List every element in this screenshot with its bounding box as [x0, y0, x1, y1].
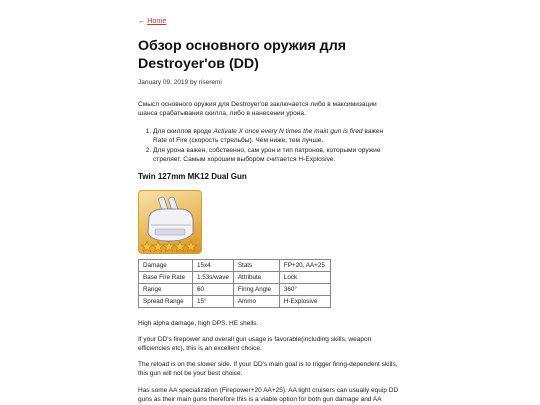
breadcrumb — [138, 16, 166, 25]
author-name: riseremi — [198, 79, 222, 86]
gun-image — [138, 190, 202, 254]
description-paragraph: Has some AA specialization (Firepower+20 AA+25). AA light cruisers can usually equip DD guns as their main guns therefore this is a viable option for both gun damage and AA — [138, 387, 399, 403]
table-row — [139, 260, 331, 272]
list-item — [153, 127, 398, 145]
table-cell: Range — [139, 284, 193, 296]
post-meta — [138, 79, 222, 86]
table-cell: 15° — [193, 296, 234, 308]
home-link[interactable]: Home — [147, 16, 167, 25]
table-row — [139, 272, 331, 284]
list-item-emphasis: Activate X once every N times the main gun is fired — [213, 128, 363, 135]
table-cell: Damage — [139, 260, 193, 272]
table-cell: Stats — [233, 260, 279, 272]
list-item-text: Для урона важен, собственно, сам урон и тип патронов, которыми оружие стреляет. Самым хорошим выбором считается H-Explosive. — [153, 147, 381, 163]
by-label: by — [190, 79, 197, 86]
gun-heading: Twin 127mm MK12 Dual Gun — [138, 172, 247, 181]
table-cell: H-Explosive — [279, 296, 330, 308]
table-cell: Ammo — [233, 296, 279, 308]
table-cell: FP+20, AA+25 — [279, 260, 330, 272]
points-list — [138, 127, 398, 165]
twin-gun-turret-icon — [139, 191, 201, 253]
list-item-text: Для скиллов вроде — [153, 128, 214, 135]
table-cell: 360° — [279, 284, 330, 296]
table-cell: Attribute — [233, 272, 279, 284]
stats-table — [138, 259, 331, 308]
table-cell: 60 — [193, 284, 234, 296]
table-cell: Lock — [279, 272, 330, 284]
back-arrow-icon: ← — [138, 16, 146, 25]
table-row — [139, 296, 331, 308]
table-row — [139, 284, 331, 296]
description-paragraph: The reload is on the slower side. If your DD's main goal is to trigger firing-dependent skills, this gun will not be your best choice. — [138, 361, 398, 377]
table-cell: 1.53s/wave — [193, 272, 234, 284]
table-cell: Spread Range — [139, 296, 193, 308]
table-cell: Base Fire Rate — [139, 272, 193, 284]
description-paragraph: High alpha damage, high DPS. HE shells. — [138, 320, 259, 327]
table-cell: Firing Angle — [233, 284, 279, 296]
table-cell: 15x4 — [193, 260, 234, 272]
list-item-text: важен Rate of Fire (скорость стрельбы). Чем ниже, тем лучше. — [153, 128, 384, 144]
post-date: January 09, 2019 — [138, 79, 189, 86]
description-paragraph: If your DD's firepower and overall gun usage is favorable(including skills, weapon efficiencies etc), this is an excellent choice. — [138, 336, 372, 352]
page-title: Обзор основного оружия для Destroyer'ов (DD) — [138, 38, 346, 72]
intro-paragraph: Смысл основного оружия для Destroyer'ов заключается либо в максимизации шанса срабатывания скилла, либо в нанесении урона. — [138, 101, 377, 117]
list-item — [153, 146, 398, 164]
